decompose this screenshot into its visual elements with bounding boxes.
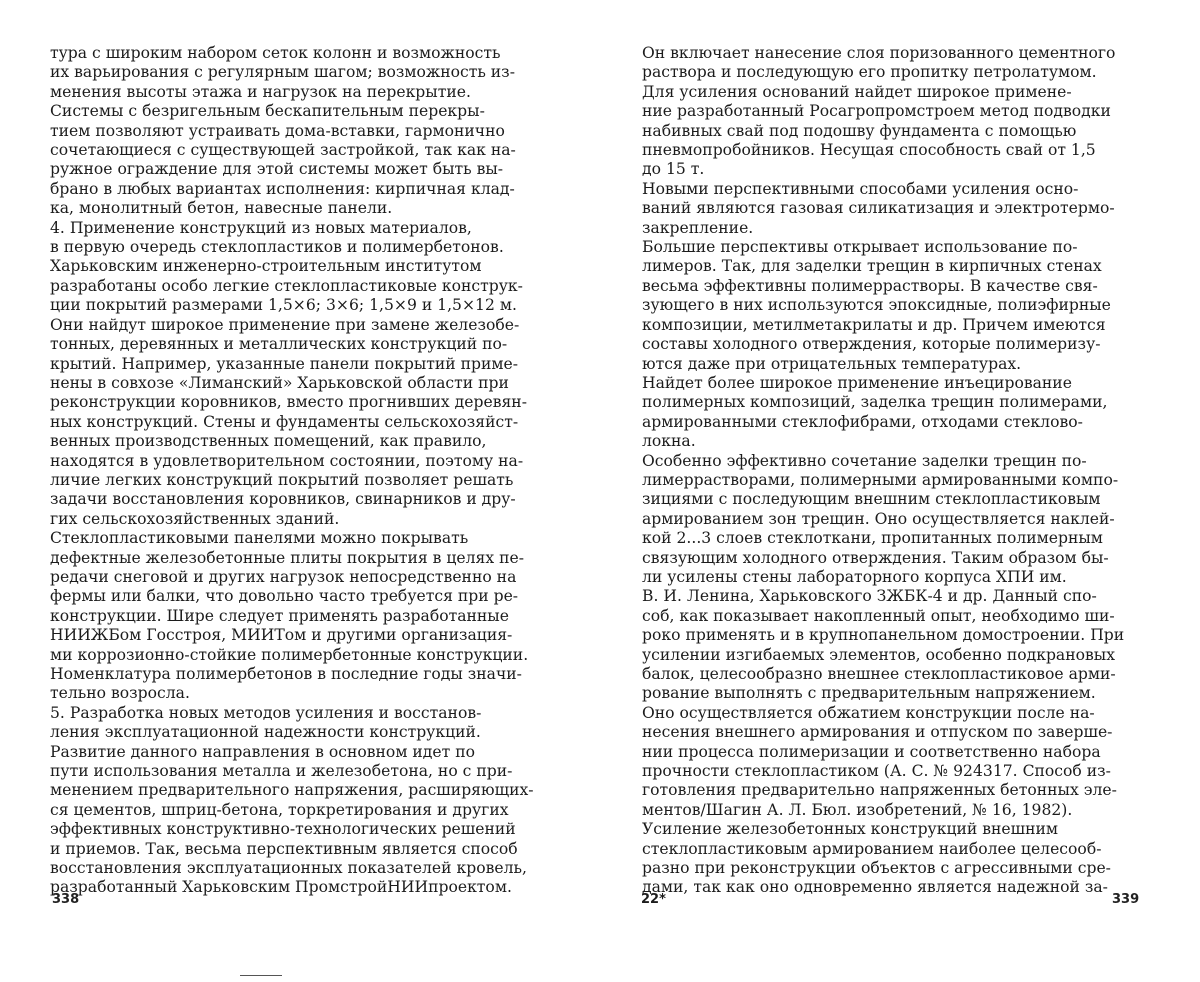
paragraph: Найдет более широкое применение инъецирование полимерных композиций, заделка трещин полимерами, армированными стеклофибрами, отходами стеклово- локна. <box>642 373 1108 451</box>
paragraph: Для усиления оснований найдет широкое примене- ние разработанный Росагропромстроем метод подводки набивных свай под подошву фундамента с помощью пневмопробойников. Несущая способность свай от 1,5 до 15 т. <box>642 82 1111 179</box>
paragraph: Большие перспективы открывает использование по- лимеров. Так, для заделки трещин в кирпичных стенах весьма эффективны полимеррастворы. В качестве свя- зующего в них используются эпоксидные, полиэфирные композиции, метилметакрилаты и др. Причем имеются составы холодного отверждения, которые полимеризу- ются даже при отрицательных температурах. <box>642 238 1111 373</box>
footer-rule <box>240 975 282 976</box>
signature-mark: 22* <box>641 892 666 907</box>
right-page <box>642 44 1138 898</box>
left-page <box>50 44 578 898</box>
paragraph: тура с широким набором сеток колонн и возможность их варьирования с регулярным шагом; возможность из- менения высоты этажа и нагрузок на перекрытие. <box>50 44 515 101</box>
paragraph: Харьковским инженерно-строительным институтом разработаны особо легкие стеклопластиковые конструк- ции покрытий размерами 1,5×6; 3×6; 1,5×9 и 1,5×12 м. Они найдут широкое применение при замене железобе- тонных, деревянных и металлических конструкций по- крытий. Например, указанные панели покрытий приме- нены в совхозе «Лиманский» Харьковской области при реконструкции коровников, вместо прогнивших деревян- ных конструкций. Стены и фундаменты сельскохозяйст- венных производственных помещений, как правило, находятся в удовлетворительном состоянии, поэтому на- личие легких конструкций покрытий позволяет решать задачи восстановления коровников, свинарников и дру- гих сельскохозяйственных зданий. <box>50 257 527 528</box>
paragraph: Особенно эффективно сочетание заделки трещин по- лимеррастворами, полимерными армированными компо- зициями с последующим внешним стеклопластиковым армированием зон трещин. Оно осуществляется наклей- кой 2...3 слоев стеклоткани, пропитанных полимерным связующим холодного отверждения. Таким образом бы- ли усилены стены лабораторного корпуса ХПИ им. В. И. Ленина, Харьковского ЗЖБК-4 и др. Данный спо- соб, как показывает накопленный опыт, необходимо ши- роко применять и в крупнопанельном домостроении. При усилении изгибаемых элементов, особенно подкрановых балок, целесообразно внешнее стеклопластиковое арми- рование выполнять с предварительным напряжением. Оно осуществляется обжатием конструкции после на- несения внешнего армирования и отпуском по заверше- нии процесса полимеризации и соответственно набора прочности стеклопластиком (А. С. № 924317. Способ из- готовления предварительно напряженных бетонных эле- ментов/Шагин А. Л. Бюл. изобретений, № 16, 1982). <box>642 451 1125 819</box>
section-heading-4: 4. Применение конструкций из новых материалов, в первую очередь стеклопластиков и полимербетонов. <box>50 218 504 257</box>
section-heading-5: 5. Разработка новых методов усиления и восстанов- ления эксплуатационной надежности конструкций. <box>50 703 482 742</box>
page-number-right: 339 <box>1112 892 1140 907</box>
paragraph: Развитие данного направления в основном идет по пути использования металла и железобетона, но с при- менением предварительного напряжения, расширяющих- ся цементов, шприц-бетона, торкретирования и других эффективных конструктивно-технологических решений и приемов. Так, весьма перспективным является способ восстановления эксплуатационных показателей кровель, разработанный Харьковским ПромстройНИИпроектом. <box>50 742 534 897</box>
paragraph: Он включает нанесение слоя поризованного цементного раствора и последующую его пропитку петролатумом. <box>642 44 1116 82</box>
page-number-left: 338 <box>52 892 80 907</box>
paragraph: Системы с безригельным бескапительным перекры- тием позволяют устраивать дома-вставки, гармонично сочетающиеся с существующей застройкой, так как на- ружное ограждение для этой системы может быть вы- брано в любых вариантах исполнения: кирпичная клад- ка, монолитный бетон, навесные панели. <box>50 102 516 218</box>
paragraph: Стеклопластиковыми панелями можно покрывать дефектные железобетонные плиты покрытия в целях пе- редачи снеговой и других нагрузок непосредственно на фермы или балки, что довольно часто требуется при ре- конструкции. Шире следует применять разработанные НИИЖБом Госстроя, МИИТом и другими организация- ми коррозионно-стойкие полимербетонные конструкции. Номенклатура полимербетонов в последние годы значи- тельно возросла. <box>50 529 529 703</box>
paragraph: Усиление железобетонных конструкций внешним стеклопластиковым армированием наиболее целесооб- разно при реконструкции объектов с агрессивными сре- дами, так как оно одновременно является надежной за- <box>642 820 1111 897</box>
paragraph: Новыми перспективными способами усиления осно- ваний являются газовая силикатизация и электротермо- закрепление. <box>642 179 1115 237</box>
